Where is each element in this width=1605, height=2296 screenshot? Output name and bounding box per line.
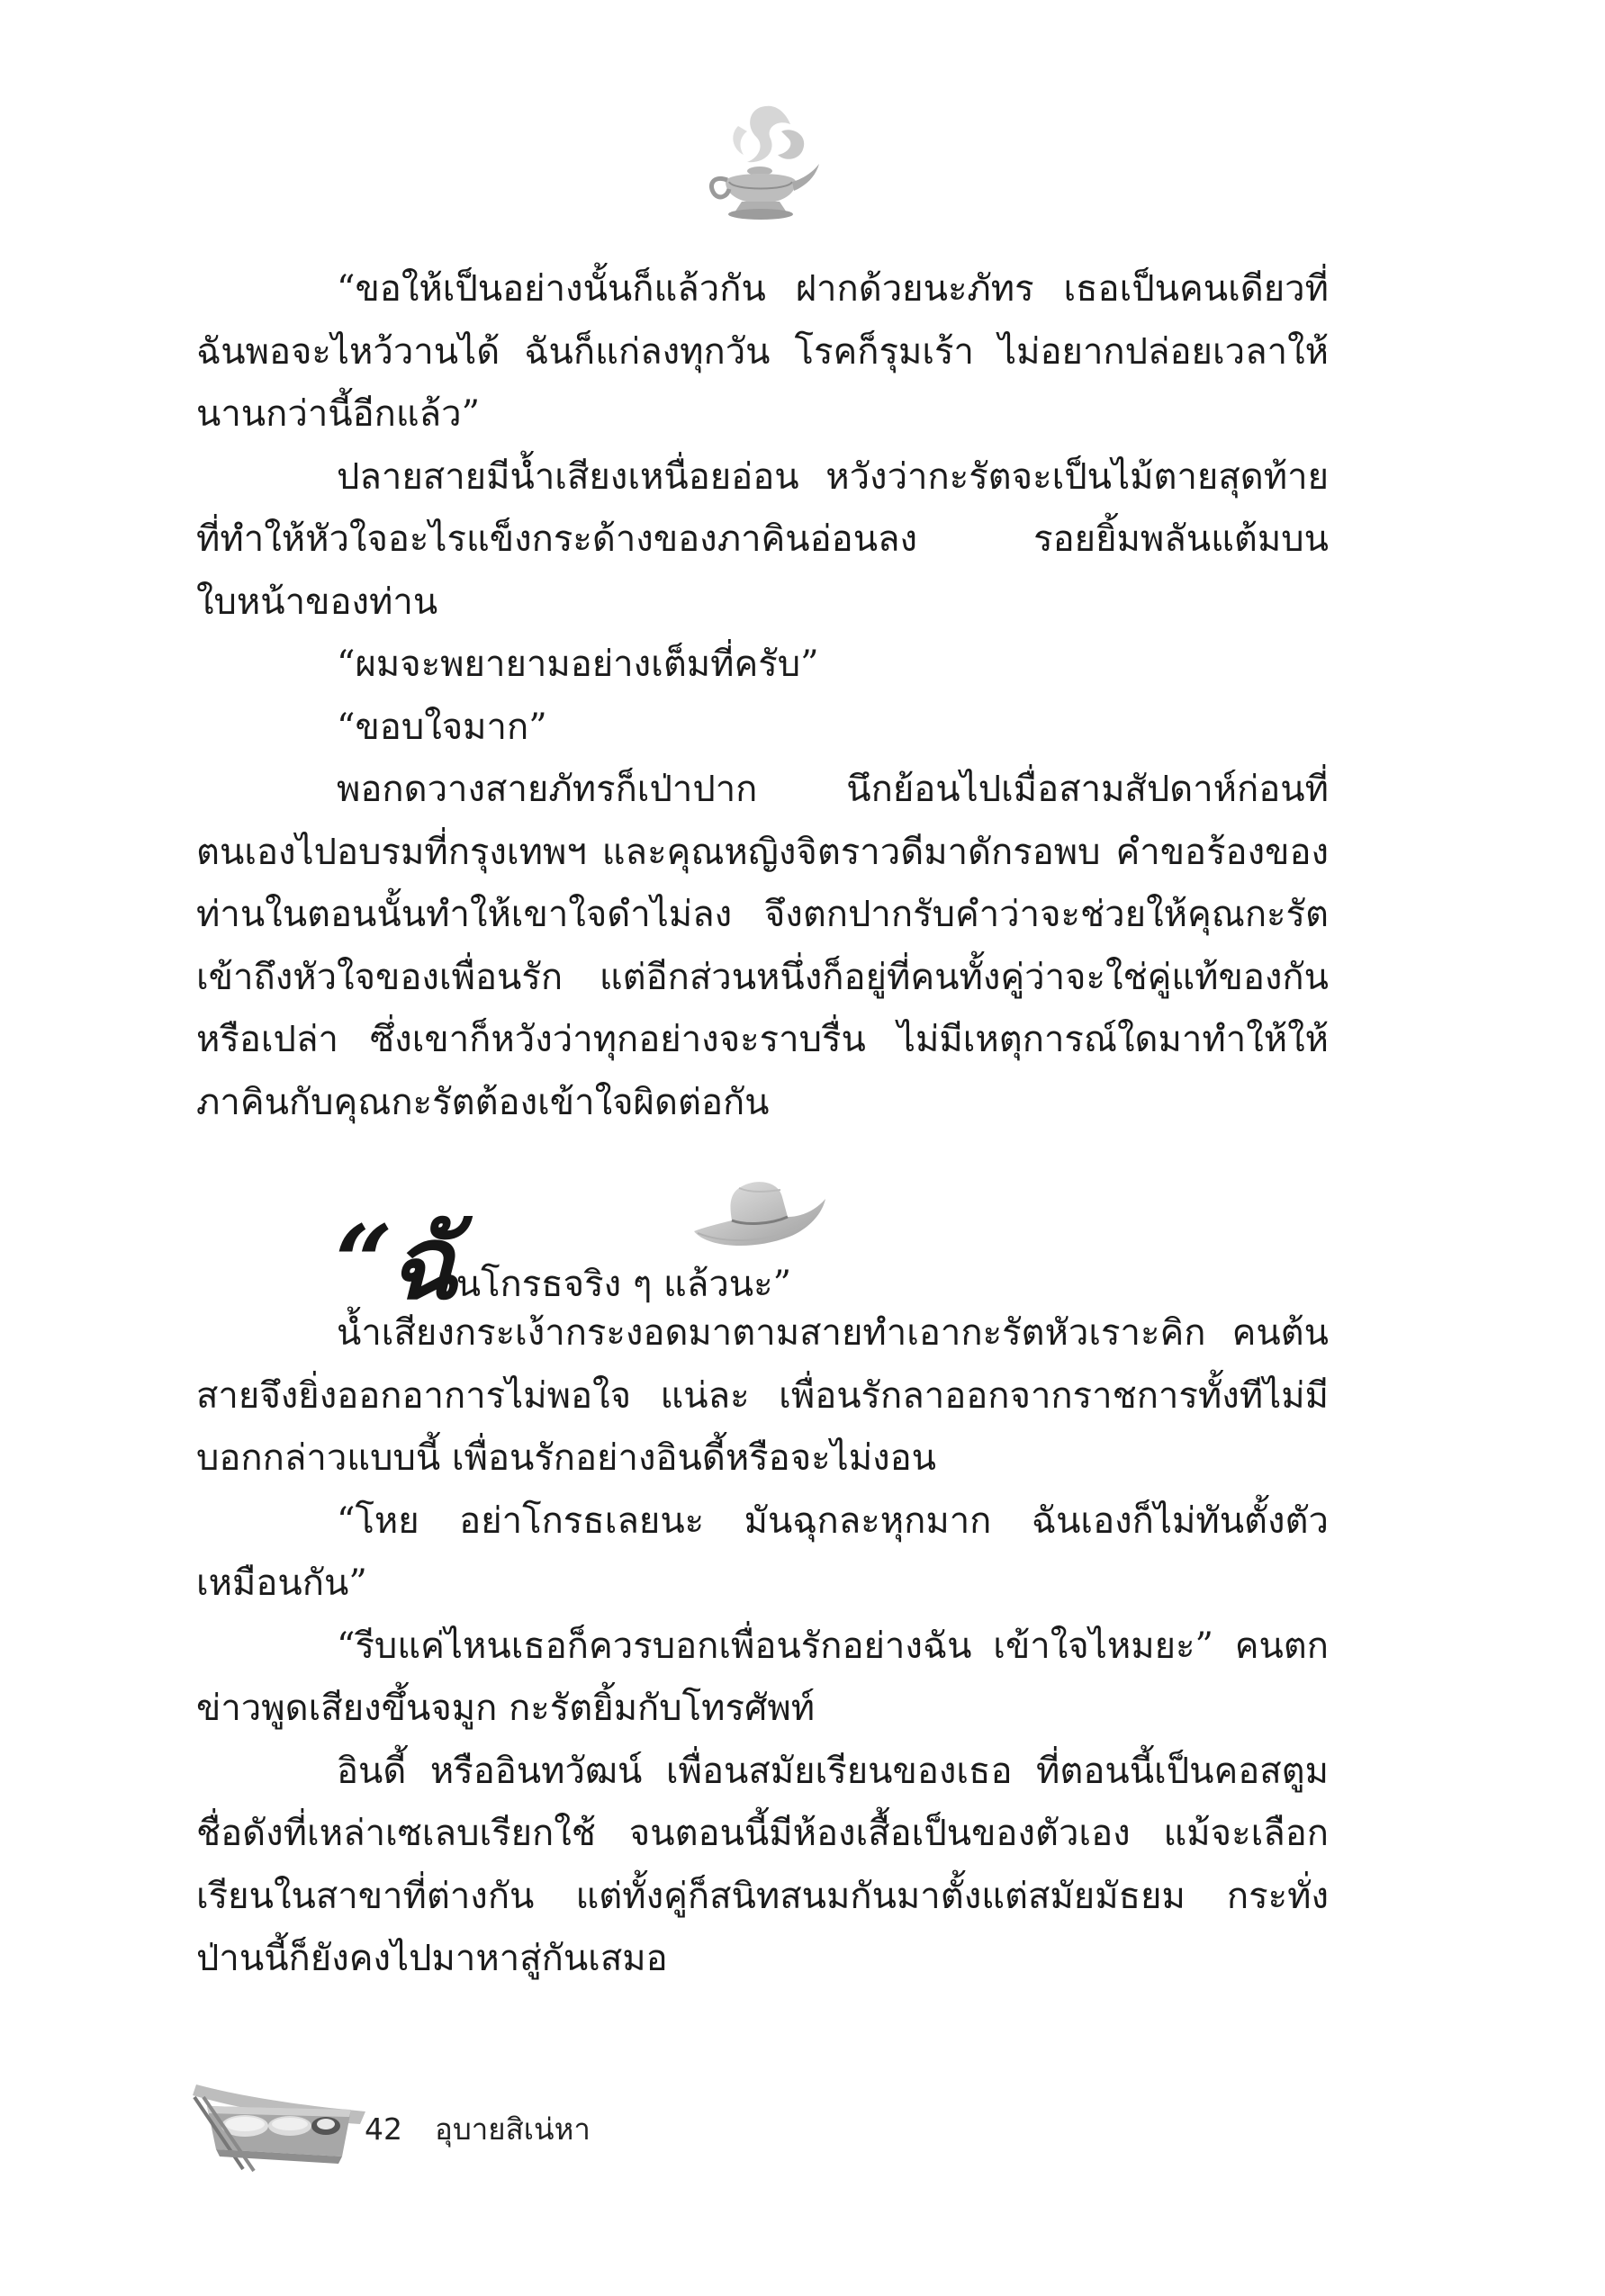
paragraph: “โหย อย่าโกรธเลยนะ มันฉุกละหุกมาก ฉันเองก็ไม่ทันตั้งตัวเหมือนกัน” — [196, 1499, 1329, 1604]
section-1-text — [196, 258, 1329, 1134]
section-2-text — [196, 1302, 1329, 1991]
opening-line-text: นโกรธจริง ๆ แล้วนะ” — [455, 1264, 792, 1305]
chapter-opening-line — [335, 1197, 792, 1322]
paragraph: “ขอบใจมาก” — [337, 706, 547, 748]
page-footer — [365, 2103, 591, 2154]
paragraph: “รีบแค่ไหนเธอก็ควรบอกเพื่อนรักอย่างฉัน เข้าใจไหมยะ” คนตกข่าวพูดเสียงขึ้นจมูก กะรัตยิ้มกับโทรศัพท์ — [196, 1625, 1329, 1729]
paragraph: “ผมจะพยายามอย่างเต็มที่ครับ” — [337, 644, 819, 685]
paragraph: น้ำเสียงกระเง้ากระงอดมาตามสายทำเอากะรัตหัวเราะคิก คนต้นสายจึงยิ่งออกอาการไม่พอใจ แน่ละ เพื่อนรักลาออกจากราชการทั้งทีไม่มีบอกกล่าวแบบนี้ เพื่อนรักอย่างอินดี้หรือจะไม่งอน — [196, 1312, 1329, 1479]
drop-cap: “ฉั — [335, 1204, 455, 1322]
genie-lamp-icon — [702, 99, 824, 230]
page-number: 42 — [365, 2111, 402, 2147]
paragraph: “ขอให้เป็นอย่างนั้นก็แล้วกัน ฝากด้วยนะภัทร เธอเป็นคนเดียวที่ฉันพอจะไหว้วานได้ ฉันก็แก่ลงทุกวัน โรคก็รุมเร้า ไม่อยากปล่อยเวลาให้นานกว่านี้อีกแล้ว” — [196, 268, 1329, 435]
paragraph: ปลายสายมีน้ำเสียงเหนื่อยอ่อน หวังว่ากะรัตจะเป็นไม้ตายสุดท้ายที่ทำให้หัวใจอะไรแข็งกระด้างของภาคินอ่อนลง รอยยิ้มพลันแต้มบนใบหน้าของท่าน — [196, 455, 1329, 623]
paragraph: พอกดวางสายภัทรก็เป่าปาก นึกย้อนไปเมื่อสามสัปดาห์ก่อนที่ตนเองไปอบรมที่กรุงเทพฯ และคุณหญิงจิตราวดีมาดักรอพบ คำขอร้องของท่านในตอนนั้นทำให้เขาใจดำไม่ลง จึงตกปากรับคำว่าจะช่วยให้คุณกะรัตเข้าถึงหัวใจของเพื่อนรัก แต่อีกส่วนหนึ่งก็อยู่ที่คนทั้งคู่ว่าจะใช่คู่แท้ของกันหรือเปล่า ซึ่งเขาก็หวังว่าทุกอย่างจะราบรื่น ไม่มีเหตุการณ์ใดมาทำให้ให้ภาคินกับคุณกะรัตต้องเข้าใจผิดต่อกัน — [196, 769, 1329, 1123]
book-title: อุบายสิเน่หา — [435, 2111, 591, 2147]
sushi-plate-icon — [189, 2070, 374, 2174]
paragraph: อินดี้ หรืออินทวัฒน์ เพื่อนสมัยเรียนของเธอ ที่ตอนนี้เป็นคอสตูมชื่อดังที่เหล่าเซเลบเรียกใช้ จนตอนนี้มีห้องเสื้อเป็นของตัวเอง แม้จะเลือกเรียนในสาขาที่ต่างกัน แต่ทั้งคู่ก็สนิทสนมกันมาตั้งแต่สมัยมัธยม กระทั่งป่านนี้ก็ยังคงไปมาหาสู่กันเสมอ — [196, 1750, 1329, 1979]
